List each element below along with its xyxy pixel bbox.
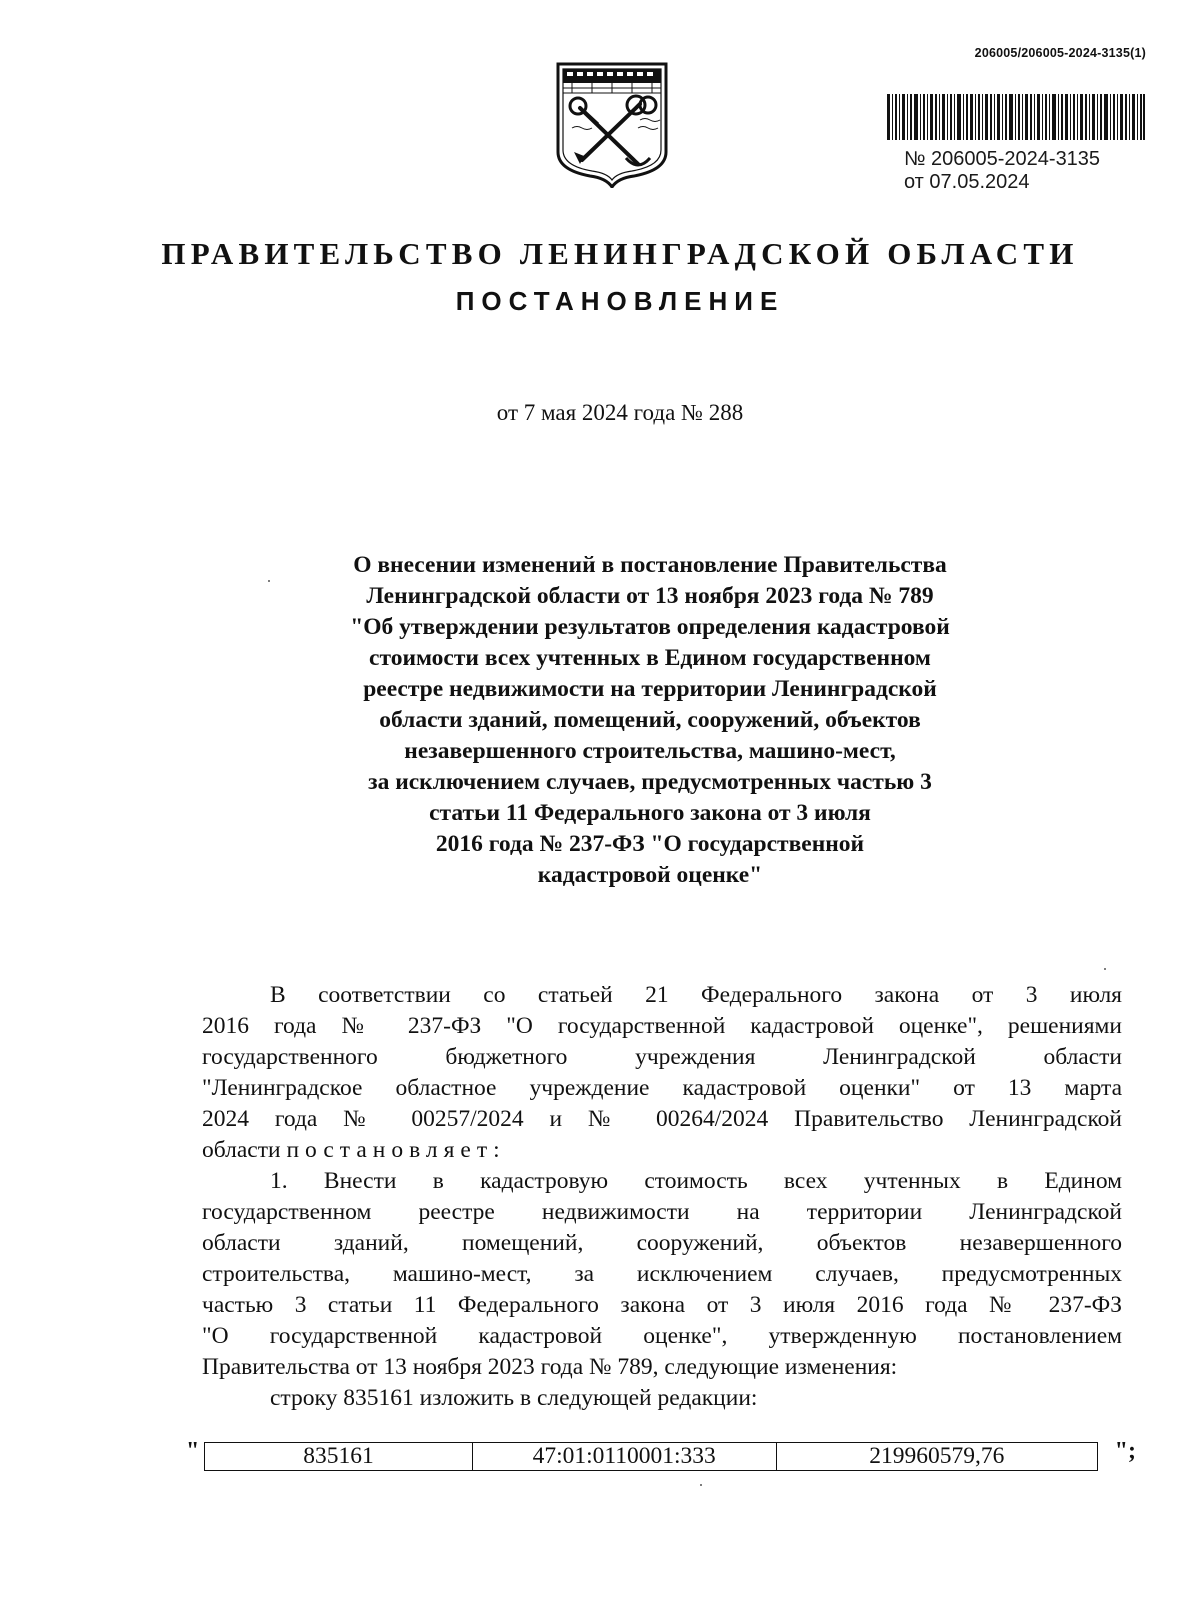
scan-speck (1104, 968, 1106, 970)
subject-line: за исключением случаев, предусмотренных частью 3 (368, 769, 932, 795)
preamble-closing (202, 1135, 1122, 1166)
scan-speck (700, 1484, 702, 1486)
subject-line: Ленинградской области от 13 ноября 2023 года № 789 (366, 583, 934, 609)
row-intro: строку 835161 изложить в следующей редакции: (270, 1385, 758, 1411)
document-type: ПОСТАНОВЛЕНИЕ (455, 286, 785, 316)
amended-row (186, 1440, 1136, 1476)
preamble-line: "Ленинградское областное учреждение кадастровой оценки" от 13 марта (202, 1075, 1122, 1101)
registration-number: № 206005-2024-3135 (904, 148, 1101, 170)
subject-line: "Об утверждении результатов определения кадастровой (350, 614, 950, 640)
preamble-line: 2024 года № 00257/2024 и № 00264/2024 Правительство Ленинградской (202, 1106, 1122, 1132)
amended-row-table (204, 1442, 1098, 1471)
row-number-cell: 835161 (205, 1443, 473, 1471)
preamble-closing-prefix: области (202, 1137, 287, 1163)
scan-speck (268, 580, 270, 582)
subject-line: области зданий, помещений, сооружений, объектов (379, 707, 921, 733)
subject-line: реестре недвижимости на территории Ленинградской (363, 676, 937, 702)
item1-last-line: Правительства от 13 ноября 2023 года № 789, следующие изменения: (202, 1354, 898, 1380)
government-title: ПРАВИТЕЛЬСТВО ЛЕНИНГРАДСКОЙ ОБЛАСТИ (161, 236, 1079, 271)
subject-line: кадастровой оценке" (537, 862, 763, 888)
close-quote: "; (1114, 1438, 1136, 1464)
reference-code: 206005/206005-2024-3135(1) (974, 46, 1146, 60)
open-quote: " (186, 1438, 200, 1464)
subject-line: статьи 11 Федерального закона от 3 июля (429, 800, 871, 826)
coat-of-arms-emblem (552, 60, 672, 188)
document-date-number: от 7 мая 2024 года № 288 (496, 400, 744, 425)
item1-line: 1. Внести в кадастровую стоимость всех учтенных в Едином (270, 1168, 1122, 1194)
item1-line: государственном реестре недвижимости на территории Ленинградской (202, 1199, 1122, 1225)
resolves-word: постановляет: (286, 1137, 506, 1163)
item1-line: области зданий, помещений, сооружений, объектов незавершенного (202, 1230, 1122, 1256)
item1-line: "О государственной кадастровой оценке", утвержденную постановлением (202, 1323, 1122, 1349)
document-subject (280, 550, 1020, 891)
subject-line: стоимости всех учтенных в Едином государственном (369, 645, 931, 671)
subject-line: 2016 года № 237-ФЗ "О государственной (435, 831, 865, 857)
preamble-line: государственного бюджетного учреждения Ленинградской области (202, 1044, 1122, 1070)
cadastral-value-cell: 219960579,76 (776, 1443, 1098, 1471)
document-body (202, 980, 1122, 1414)
registration-date: от 07.05.2024 (904, 171, 1030, 193)
subject-line: О внесении изменений в постановление Правительства (353, 552, 947, 578)
item1-line: строительства, машино-мест, за исключением случаев, предусмотренных (202, 1261, 1122, 1287)
preamble-line: 2016 года № 237-ФЗ "О государственной кадастровой оценке", решениями (202, 1013, 1122, 1039)
cadastral-number-cell: 47:01:0110001:333 (472, 1443, 776, 1471)
registration-stamp (904, 148, 1100, 194)
table-row (205, 1443, 1098, 1471)
preamble-line: В соответствии со статьей 21 Федерального закона от 3 июля (270, 982, 1122, 1008)
subject-line: незавершенного строительства, машино-мест, (404, 738, 896, 764)
barcode (887, 94, 1145, 140)
item1-line: частью 3 статьи 11 Федерального закона от 3 июля 2016 года № 237-ФЗ (202, 1292, 1122, 1318)
